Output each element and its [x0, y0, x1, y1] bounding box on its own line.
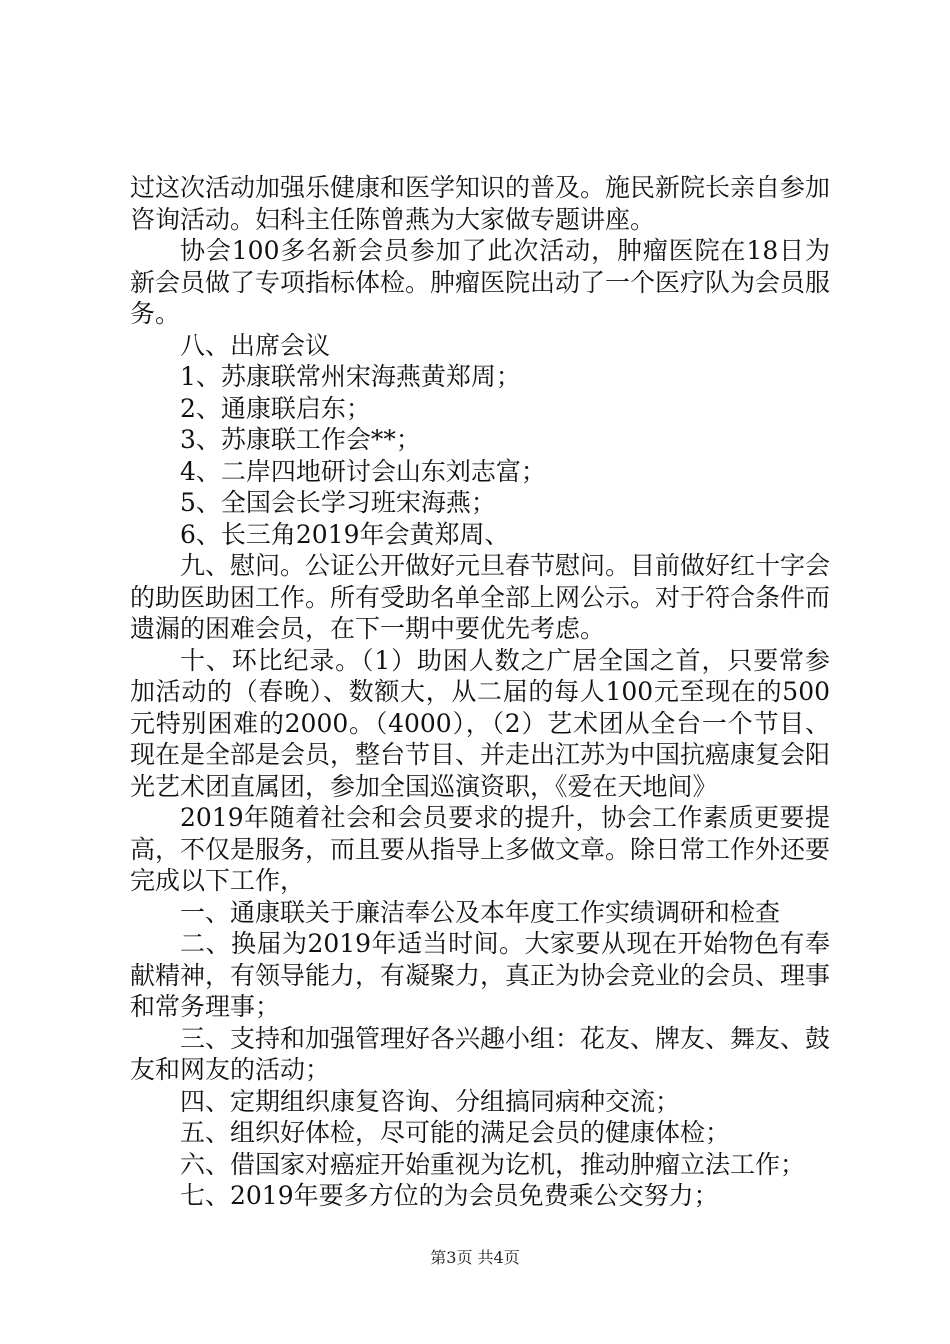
paragraph: 过这次活动加强乐健康和医学知识的普及。施民新院长亲自参加咨询活动。妇科主任陈曾燕为大家做专题讲座。: [130, 173, 831, 234]
list-item: 五、组织好体检，尽可能的满足会员的健康体检；: [180, 1118, 731, 1147]
page-number-footer: 第3页 共4页: [430, 1248, 520, 1267]
list-item: 3、苏康联工作会**；: [180, 425, 421, 454]
paragraph: 九、慰问。公证公开做好元旦春节慰问。目前做好红十字会的助医助困工作。所有受助名单全部上网公示。对于符合条件而遗漏的困难会员，在下一期中要优先考虑。: [130, 551, 831, 643]
paragraph: 2019年随着社会和会员要求的提升，协会工作素质更要提高，不仅是服务，而且要从指导上多做文章。除日常工作外还要完成以下工作，: [130, 803, 831, 895]
list-item: 二、换届为2019年适当时间。大家要从现在开始物色有奉献精神，有领导能力，有凝聚力，真正为协会竞业的会员、理事和常务理事；: [130, 929, 831, 1021]
list-item: 四、定期组织康复咨询、分组搞同病种交流；: [180, 1086, 681, 1116]
list-item: 6、长三角2019年会黄郑周、: [180, 519, 510, 549]
document-body: [130, 172, 830, 1212]
section-heading: 八、出席会议: [180, 330, 331, 360]
paragraph: 十、环比纪录。（1）助困人数之广居全国之首，只要常参加活动的（春晚）、数额大，从二届的每人100元至现在的500元特别困难的2000。（4000），（2）艺术团从全台一个节目、现在是全部是会员，整台节目、并走出江苏为中国抗癌康复会阳光艺术团直属团，参加全国巡演资职，《爱在天地间》: [130, 645, 831, 801]
paragraph: 协会100多名新会员参加了此次活动，肿瘤医院在18日为新会员做了专项指标体检。肿瘤医院出动了一个医疗队为会员服务。: [130, 236, 831, 328]
list-item: 4、二岸四地研讨会山东刘志富；: [180, 456, 546, 486]
list-item: 三、支持和加强管理好各兴趣小组：花友、牌友、舞友、鼓友和网友的活动；: [130, 1023, 831, 1084]
list-item: 一、通康联关于廉洁奉公及本年度工作实绩调研和检查: [180, 897, 781, 927]
list-item: 5、全国会长学习班宋海燕；: [180, 488, 496, 517]
list-item: 七、2019年要多方位的为会员免费乘公交努力；: [180, 1181, 719, 1210]
list-item: 1、苏康联常州宋海燕黄郑周；: [180, 362, 521, 391]
list-item: 2、通康联启东；: [180, 393, 371, 423]
list-item: 六、借国家对癌症开始重视为讫机，推动肿瘤立法工作；: [180, 1149, 806, 1179]
